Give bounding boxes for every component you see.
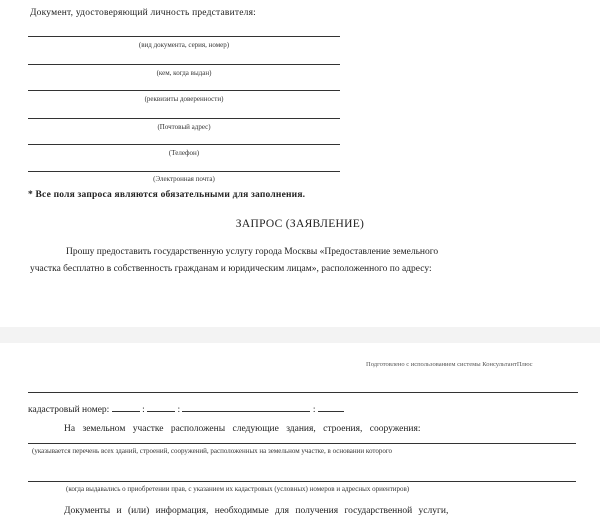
representative-heading: Документ, удостоверяющий личность представителя: bbox=[30, 8, 257, 18]
field-line-email[interactable] bbox=[28, 171, 340, 172]
cadastral-label: кадастровый номер: bbox=[28, 405, 110, 415]
field-caption-postal-address: (Почтовый адрес) bbox=[157, 123, 211, 131]
page-break bbox=[0, 327, 600, 343]
cadastral-part-2[interactable] bbox=[147, 402, 175, 412]
field-caption-power-of-attorney: (реквизиты доверенности) bbox=[144, 95, 224, 103]
field-line-power-of-attorney[interactable] bbox=[28, 90, 340, 91]
buildings-text: На земельном участке расположены следующие здания, строения, сооружения: bbox=[64, 424, 421, 434]
field-caption-email: (Электронная почта) bbox=[153, 175, 215, 183]
required-fields-note: * Все поля запроса являются обязательными для заполнения. bbox=[28, 190, 306, 200]
cadastral-separator-1: : bbox=[142, 405, 145, 415]
field-line-phone[interactable] bbox=[28, 144, 340, 145]
rights-line[interactable] bbox=[28, 481, 576, 482]
field-line-postal-address[interactable] bbox=[28, 118, 340, 119]
consultant-watermark: Подготовлено с использованием системы КонсультантПлюс bbox=[366, 361, 533, 368]
documents-text: Документы и (или) информация, необходимые для получения государственной услуги, bbox=[64, 506, 449, 516]
request-body-line-2: участка бесплатно в собственность гражданам и юридическим лицам», расположенного по адресу: bbox=[30, 264, 432, 274]
field-line-document[interactable] bbox=[28, 36, 340, 37]
field-caption-phone: (Телефон) bbox=[168, 149, 200, 157]
buildings-line[interactable] bbox=[28, 443, 576, 444]
cadastral-row bbox=[28, 402, 344, 415]
field-caption-document: (вид документа, серия, номер) bbox=[138, 41, 230, 49]
cadastral-part-1[interactable] bbox=[112, 402, 140, 412]
request-body-line-1: Прошу предоставить государственную услугу города Москвы «Предоставление земельного bbox=[66, 247, 439, 257]
buildings-caption: (указывается перечень всех зданий, строений, сооружений, расположенных на земельном участке, в основании которого bbox=[32, 447, 393, 455]
request-title: ЗАПРОС (ЗАЯВЛЕНИЕ) bbox=[235, 218, 365, 230]
cadastral-separator-3: : bbox=[312, 405, 316, 415]
field-line-issued[interactable] bbox=[28, 64, 340, 65]
cadastral-part-3[interactable] bbox=[182, 402, 310, 412]
cadastral-part-4[interactable] bbox=[318, 402, 344, 412]
address-line[interactable] bbox=[28, 392, 578, 393]
cadastral-separator-2: : bbox=[177, 405, 181, 415]
rights-caption: (когда выдавались о приобретении прав, с указанием их кадастровых (условных) номеров и адресных ориентиров) bbox=[66, 485, 410, 493]
field-caption-issued: (кем, когда выдан) bbox=[156, 69, 212, 77]
